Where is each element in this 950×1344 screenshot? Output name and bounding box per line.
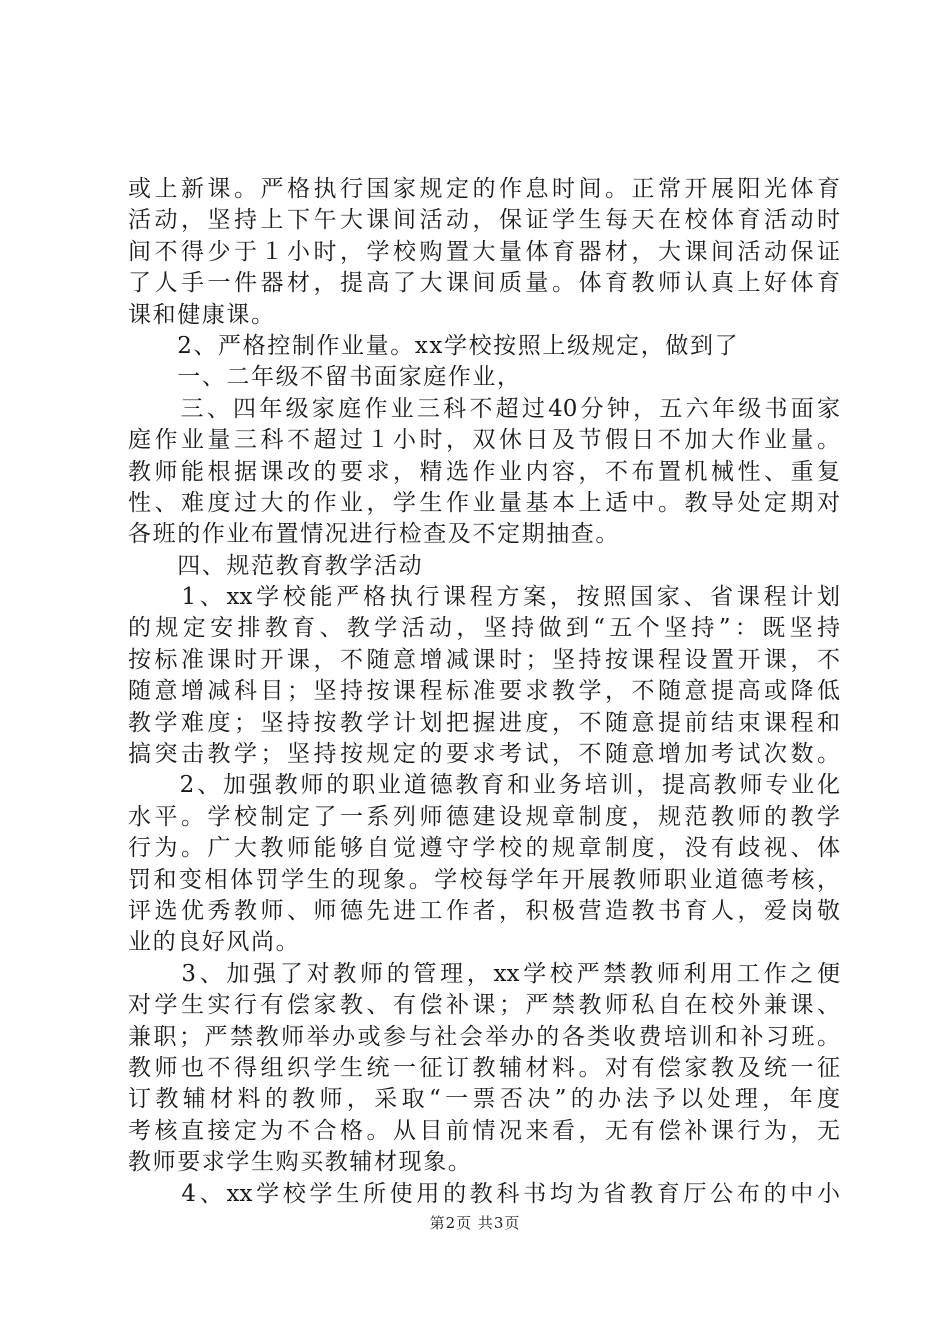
- text-line: 活动，坚持上下午大课间活动，保证学生每天在校体育活动时: [128, 207, 840, 234]
- text-line: 间不得少于１小时，学校购置大量体育器材，大课间活动保证: [128, 238, 840, 265]
- text-line: 按标准课时开课，不随意增减课时；坚持按课程设置开课，不: [128, 646, 840, 673]
- text-line: 罚和变相体罚学生的现象。学校每学年开展教师职业道德考核，: [128, 866, 840, 893]
- section-heading: 四、规范教育教学活动: [128, 552, 424, 579]
- text-line: 3、加强了对教师的管理，xx学校严禁教师利用工作之便: [128, 960, 840, 987]
- text-line: 随意增减科目；坚持按课程标准要求教学，不随意提高或降低: [128, 678, 840, 705]
- text-line: 或上新课。严格执行国家规定的作息时间。正常开展阳光体育: [128, 176, 840, 202]
- text-line: 4、xx学校学生所使用的教科书均为省教育厅公布的中小: [128, 1180, 840, 1207]
- text-line: 行为。广大教师能够自觉遵守学校的规章制度，没有歧视、体: [128, 835, 840, 862]
- text-line: 兼职；严禁教师举办或参与社会举办的各类收费培训和补习班。: [128, 1023, 840, 1050]
- text-line: 2、严格控制作业量。xx学校按照上级规定，做到了: [128, 332, 740, 359]
- text-line: 教师也不得组织学生统一征订教辅材料。对有偿家教及统一征: [128, 1054, 840, 1081]
- text-line: 2、加强教师的职业道德教育和业务培训，提高教师专业化: [128, 772, 840, 799]
- text-line: 教师能根据课改的要求，精选作业内容，不布置机械性、重复: [128, 458, 840, 485]
- text-line: 水平。学校制定了一系列师德建设规章制度，规范教师的教学: [128, 803, 840, 830]
- page-footer: 第2页 共3页: [429, 1214, 521, 1232]
- text-line: 庭作业量三科不超过１小时，双休日及节假日不加大作业量。: [128, 427, 840, 454]
- text-line: 一、二年级不留书面家庭作业，: [128, 364, 522, 391]
- text-line: 各班的作业布置情况进行检查及不定期抽查。: [128, 521, 620, 548]
- text-line: 性、难度过大的作业，学生作业量基本上适中。教导处定期对: [128, 489, 840, 516]
- text-line: 考核直接定为不合格。从目前情况来看，无有偿补课行为，无: [128, 1117, 840, 1144]
- text-line: 教学难度；坚持按教学计划把握进度，不随意提前结束课程和: [128, 709, 840, 736]
- text-line: 搞突击教学；坚持按规定的要求考试，不随意增加考试次数。: [128, 741, 840, 768]
- text-line: 评选优秀教师、师德先进工作者，积极营造教书育人，爱岗敬: [128, 897, 840, 924]
- text-line: 1、xx学校能严格执行课程方案，按照国家、省课程计划: [128, 584, 840, 611]
- text-line: 教师要求学生购买教辅材现象。: [128, 1149, 473, 1176]
- document-body: [128, 174, 840, 1210]
- text-line: 订教辅材料的教师，采取“一票否决”的办法予以处理，年度: [128, 1086, 840, 1113]
- text-line: 对学生实行有偿家教、有偿补课；严禁教师私自在校外兼课、: [128, 992, 840, 1019]
- text-line: 业的良好风尚。: [128, 929, 301, 956]
- text-line: 课和健康课。: [128, 301, 276, 328]
- text-line: 了人手一件器材，提高了大课间质量。体育教师认真上好体育: [128, 270, 840, 297]
- text-line: 的规定安排教育、教学活动，坚持做到“五个坚持”：既坚持: [128, 615, 840, 642]
- text-line: 三、四年级家庭作业三科不超过40分钟，五六年级书面家: [128, 395, 840, 422]
